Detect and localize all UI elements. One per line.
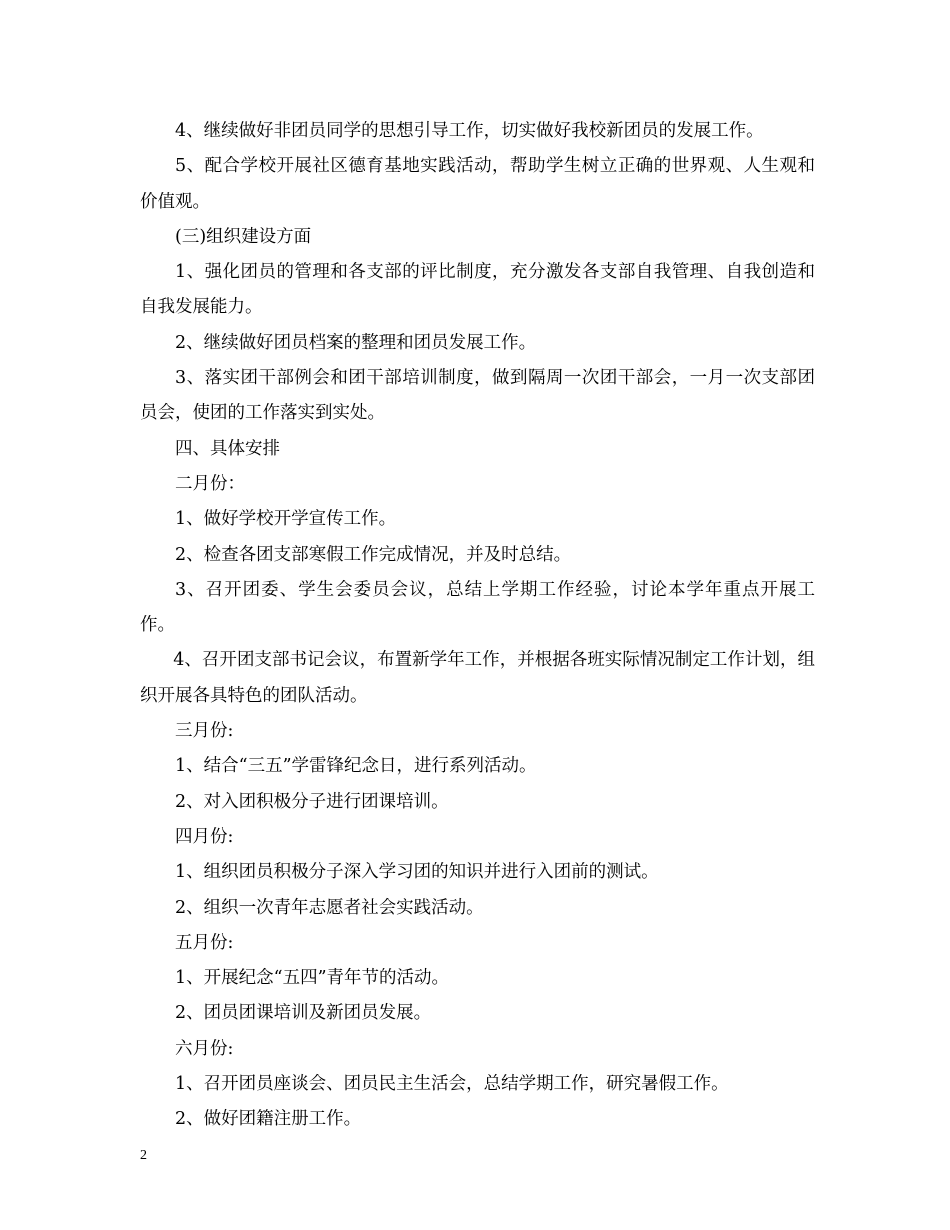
month-heading: 二月份：	[175, 473, 245, 494]
month-heading: 三月份:	[175, 721, 234, 742]
paragraph: 1、结合“三五”学雷锋纪念日，进行系列活动。	[175, 756, 537, 777]
paragraph: 3、落实团干部例会和团干部培训制度，做到隔周一次团干部会，一月一次支部团员会，使团的工作落实到实处。	[140, 368, 815, 424]
page-number: 2	[140, 1148, 147, 1163]
paragraph: 4、召开团支部书记会议，布置新学年工作，并根据各班实际情况制定工作计划，组织开展各具特色的团队活动。	[140, 650, 815, 706]
paragraph: 1、强化团员的管理和各支部的评比制度，充分激发各支部自我管理、自我创造和自我发展能力。	[140, 262, 815, 318]
section-heading: (三)组织建设方面	[175, 226, 312, 247]
month-heading: 六月份:	[175, 1038, 234, 1059]
paragraph: 3、召开团委、学生会委员会议，总结上学期工作经验，讨论本学年重点开展工作。	[140, 579, 815, 636]
paragraph: 1、召开团员座谈会、团员民主生活会，总结学期工作，研究暑假工作。	[175, 1074, 729, 1095]
section-heading: 四、具体安排	[175, 438, 280, 459]
paragraph: 2、团员团课培训及新团员发展。	[175, 1003, 432, 1024]
paragraph: 4、继续做好非团员同学的思想引导工作，切实做好我校新团员的发展工作。	[175, 121, 764, 141]
document-body	[140, 114, 815, 1138]
paragraph: 1、组织团员积极分子深入学习团的知识并进行入团前的测试。	[175, 862, 659, 883]
paragraph: 2、做好团籍注册工作。	[175, 1109, 362, 1130]
paragraph: 2、检查各团支部寒假工作完成情况，并及时总结。	[175, 544, 572, 565]
paragraph: 2、继续做好团员档案的整理和团员发展工作。	[175, 332, 537, 353]
month-heading: 四月份:	[175, 826, 234, 847]
paragraph: 1、做好学校开学宣传工作。	[175, 509, 397, 530]
paragraph: 1、开展纪念“五四”青年节的活动。	[175, 968, 450, 989]
month-heading: 五月份:	[175, 932, 234, 953]
paragraph: 2、对入团积极分子进行团课培训。	[175, 791, 449, 812]
paragraph: 2、组织一次青年志愿者社会实践活动。	[175, 897, 484, 918]
paragraph: 5、配合学校开展社区德育基地实践活动，帮助学生树立正确的世界观、人生观和价值观。	[140, 156, 815, 212]
